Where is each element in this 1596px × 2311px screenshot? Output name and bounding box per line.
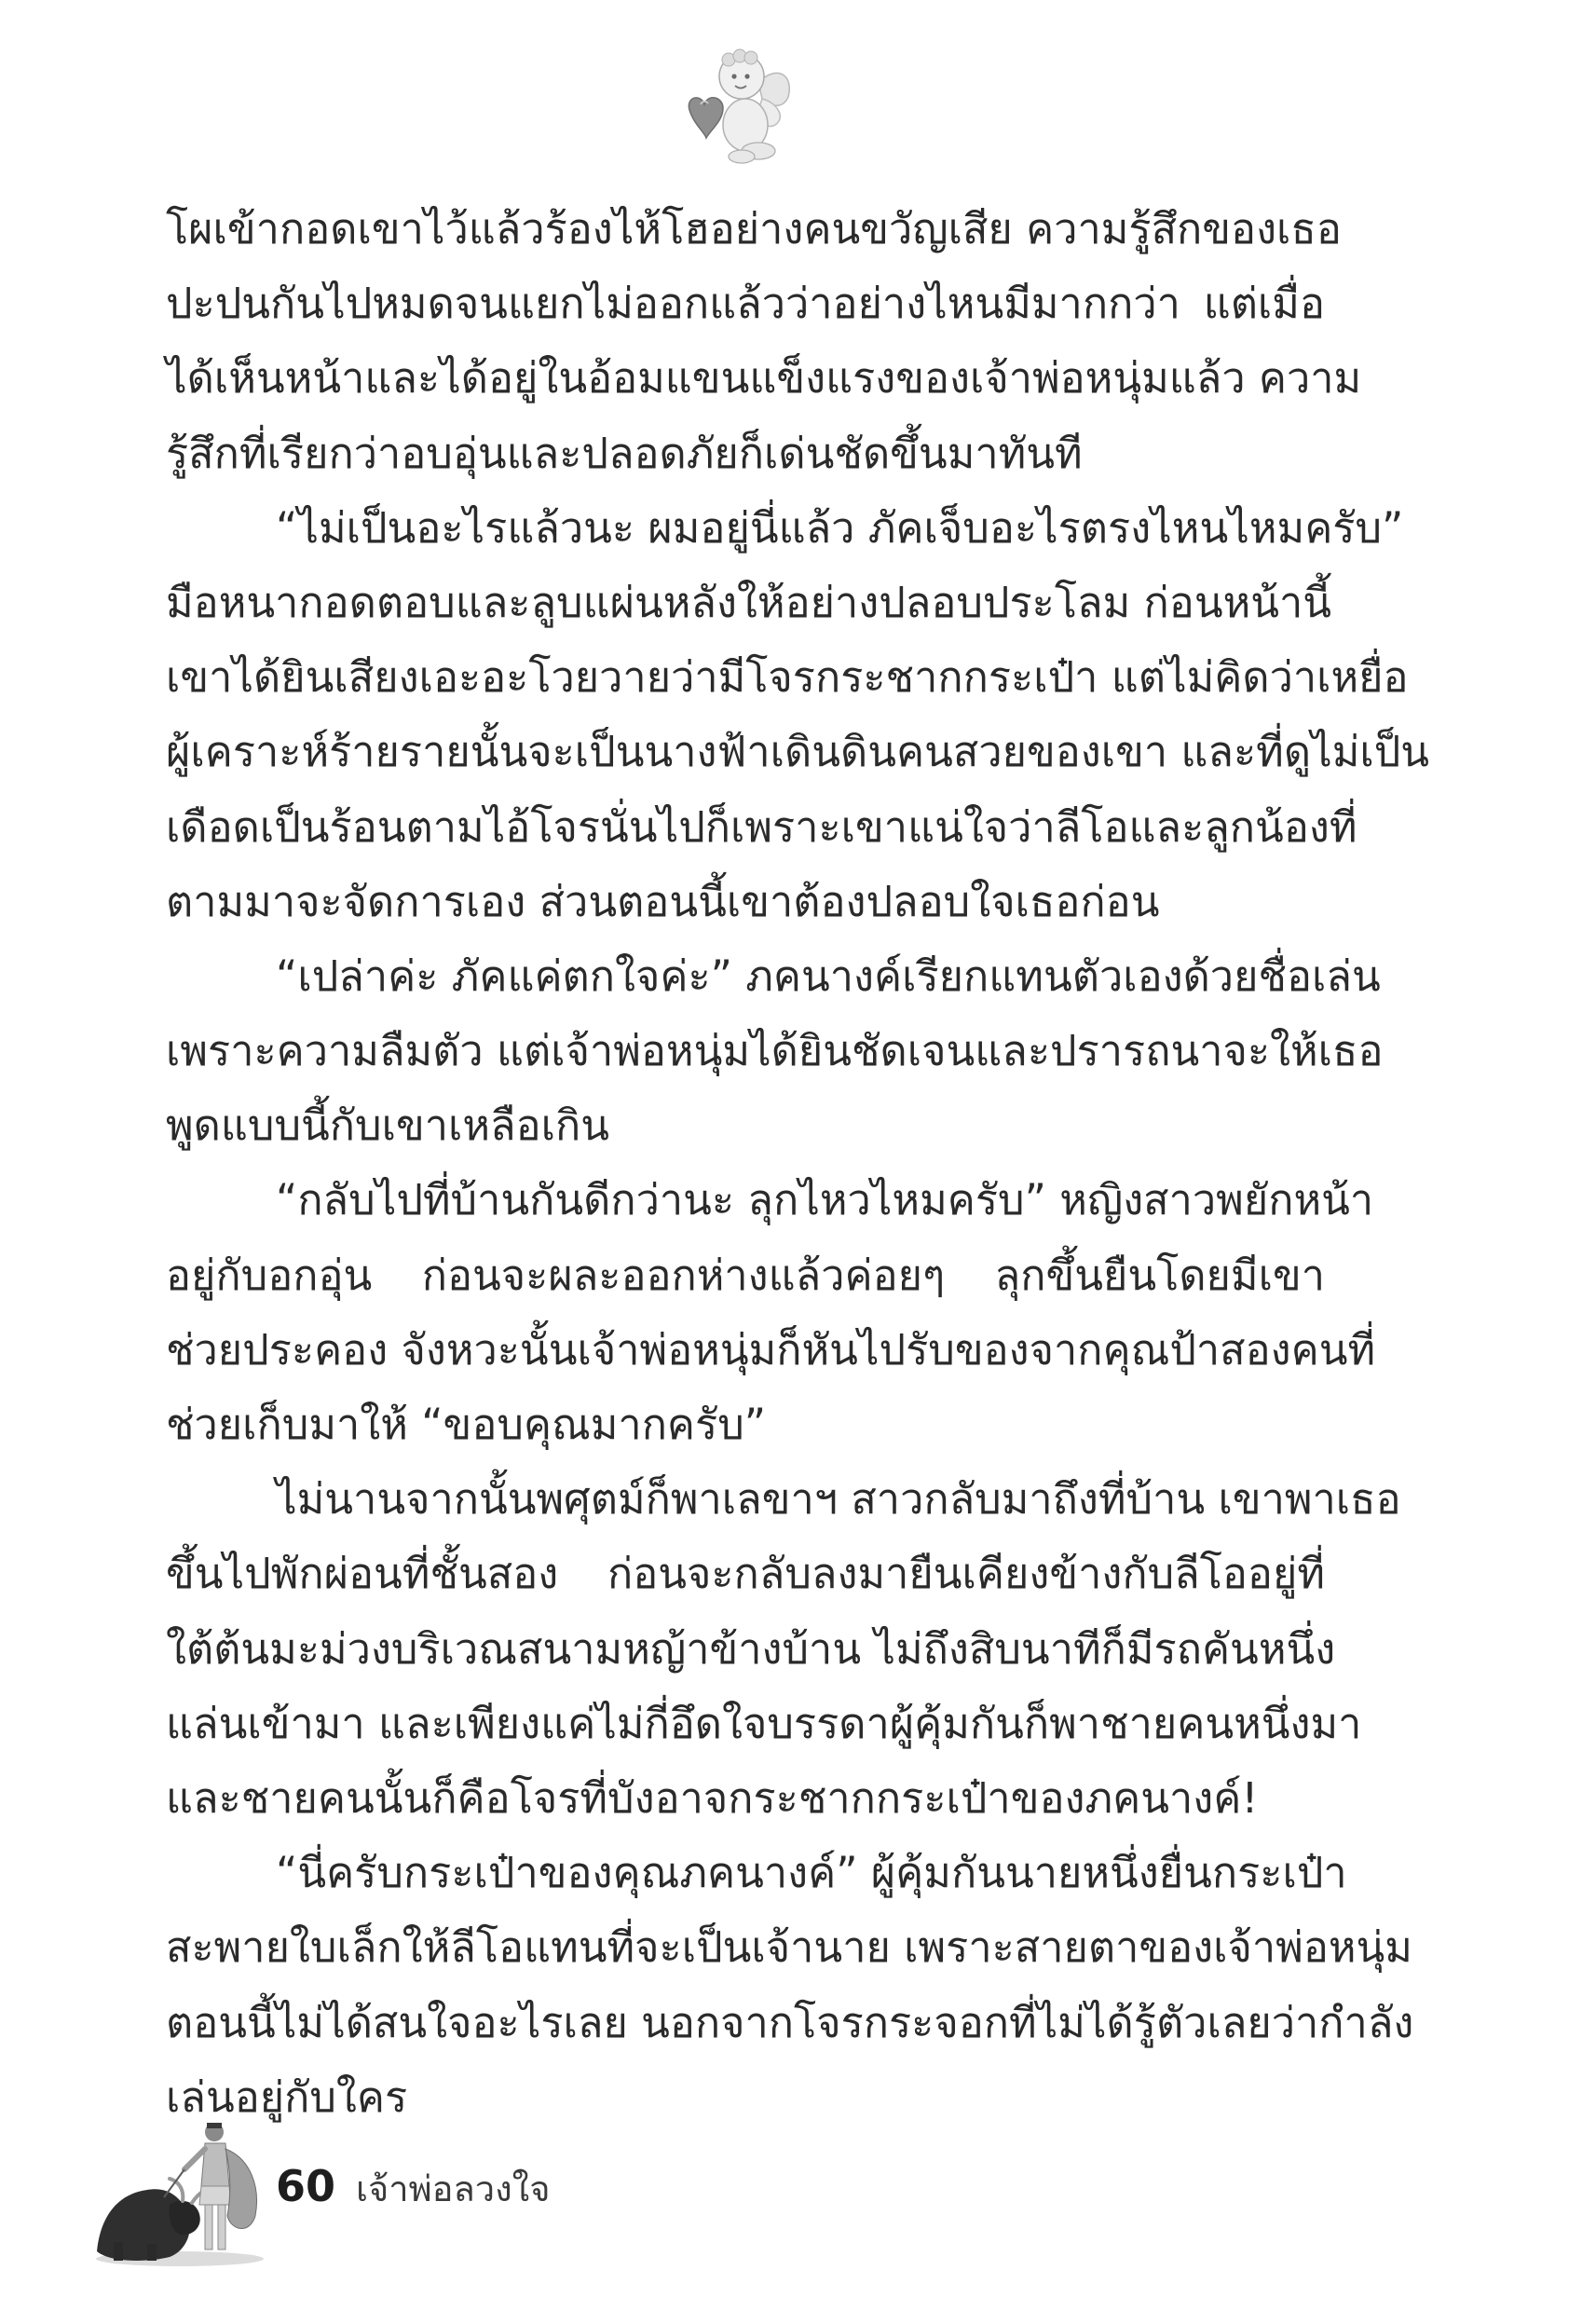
text-line: มือหนากอดตอบและลูบแผ่นหลังให้อย่างปลอบประโลม ก่อนหน้านี้	[166, 577, 1332, 627]
text-line: เล่นอยู่กับใคร	[166, 2072, 408, 2122]
text-line: “กลับไปที่บ้านกันดีกว่านะ ลุกไหวไหมครับ” หญิงสาวพยักหน้า	[276, 1175, 1374, 1225]
text-line: ไม่นานจากนั้นพศุตม์ก็พาเลขาฯ สาวกลับมาถึงที่บ้าน เขาพาเธอ	[276, 1474, 1401, 1525]
text-line: ตอนนี้ไม่ได้สนใจอะไรเลย นอกจากโจรกระจอกที่ไม่ได้รู้ตัวเลยว่ากำลัง	[166, 1997, 1414, 2047]
cupid-heart-icon	[686, 45, 796, 166]
text-line: แล่นเข้ามา และเพียงแค่ไม่กี่อึดใจบรรดาผู้คุ้มกันก็พาชายคนหนึ่งมา	[166, 1698, 1362, 1748]
body-text	[166, 192, 1430, 2135]
text-line: “เปล่าค่ะ ภัคแค่ตกใจค่ะ” ภคนางค์เรียกแทนตัวเองด้วยชื่อเล่น	[276, 950, 1381, 1001]
text-line: โผเข้ากอดเขาไว้แล้วร้องไห้โฮอย่างคนขวัญเสีย ความรู้สึกของเธอ	[166, 204, 1342, 253]
text-line: ผู้เคราะห์ร้ายรายนั้นจะเป็นนางฟ้าเดินดินคนสวยของเขา และที่ดูไม่เป็น	[166, 727, 1430, 777]
page-footer	[276, 2160, 550, 2235]
text-line: ใต้ต้นมะม่วงบริเวณสนามหญ้าข้างบ้าน ไม่ถึงสิบนาทีก็มีรถคันหนึ่ง	[166, 1623, 1336, 1674]
text-line: และชายคนนั้นก็คือโจรที่บังอาจกระชากกระเป๋าของภคนางค์!	[166, 1772, 1259, 1823]
text-line: รู้สึกที่เรียกว่าอบอุ่นและปลอดภัยก็เด่นชัดขึ้นมาทันที	[166, 428, 1083, 478]
matador-bull-icon	[91, 2112, 268, 2268]
text-line: เดือดเป็นร้อนตามไอ้โจรนั่นไปก็เพราะเขาแน่ใจว่าลีโอและลูกน้องที่	[166, 801, 1357, 852]
text-line: ได้เห็นหน้าและได้อยู่ในอ้อมแขนแข็งแรงของเจ้าพ่อหนุ่มแล้ว ความ	[166, 353, 1362, 403]
text-line: “นี่ครับกระเป๋าของคุณภคนางค์” ผู้คุ้มกันนายหนึ่งยื่นกระเป๋า	[276, 1848, 1347, 1898]
text-line: สะพายใบเล็กให้ลีโอแทนที่จะเป็นเจ้านาย เพราะสายตาของเจ้าพ่อหนุ่ม	[166, 1922, 1412, 1973]
text-line: เขาได้ยินเสียงเอะอะโวยวายว่ามีโจรกระชากกระเป๋า แต่ไม่คิดว่าเหยื่อ	[166, 652, 1409, 703]
text-line: “ไม่เป็นอะไรแล้วนะ ผมอยู่นี่แล้ว ภัคเจ็บอะไรตรงไหนไหมครับ”	[276, 502, 1404, 553]
text-line: ช่วยเก็บมาให้ “ขอบคุณมากครับ”	[166, 1400, 767, 1449]
text-line: ขึ้นไปพักผ่อนที่ชั้นสอง ก่อนจะกลับลงมายืนเคียงข้างกับลีโออยู่ที่	[166, 1549, 1325, 1599]
text-line: พูดแบบนี้กับเขาเหลือเกิน	[166, 1101, 610, 1151]
text-line: เพราะความลืมตัว แต่เจ้าพ่อหนุ่มได้ยินชัดเจนและปรารถนาจะให้เธอ	[166, 1026, 1384, 1076]
text-line: อยู่กับอกอุ่น ก่อนจะผละออกห่างแล้วค่อยๆ ลุกขึ้นยืนโดยมีเขา	[166, 1250, 1325, 1300]
text-line: ตามมาจะจัดการเอง ส่วนตอนนี้เขาต้องปลอบใจเธอก่อน	[166, 876, 1160, 926]
page-number: 60	[276, 2161, 336, 2211]
text-line: ปะปนกันไปหมดจนแยกไม่ออกแล้วว่าอย่างไหนมีมากกว่า แต่เมื่อ	[166, 279, 1325, 329]
book-title: เจ้าพ่อลวงใจ	[356, 2168, 551, 2209]
text-line: ช่วยประคอง จังหวะนั้นเจ้าพ่อหนุ่มก็หันไปรับของจากคุณป้าสองคนที่	[166, 1324, 1376, 1374]
